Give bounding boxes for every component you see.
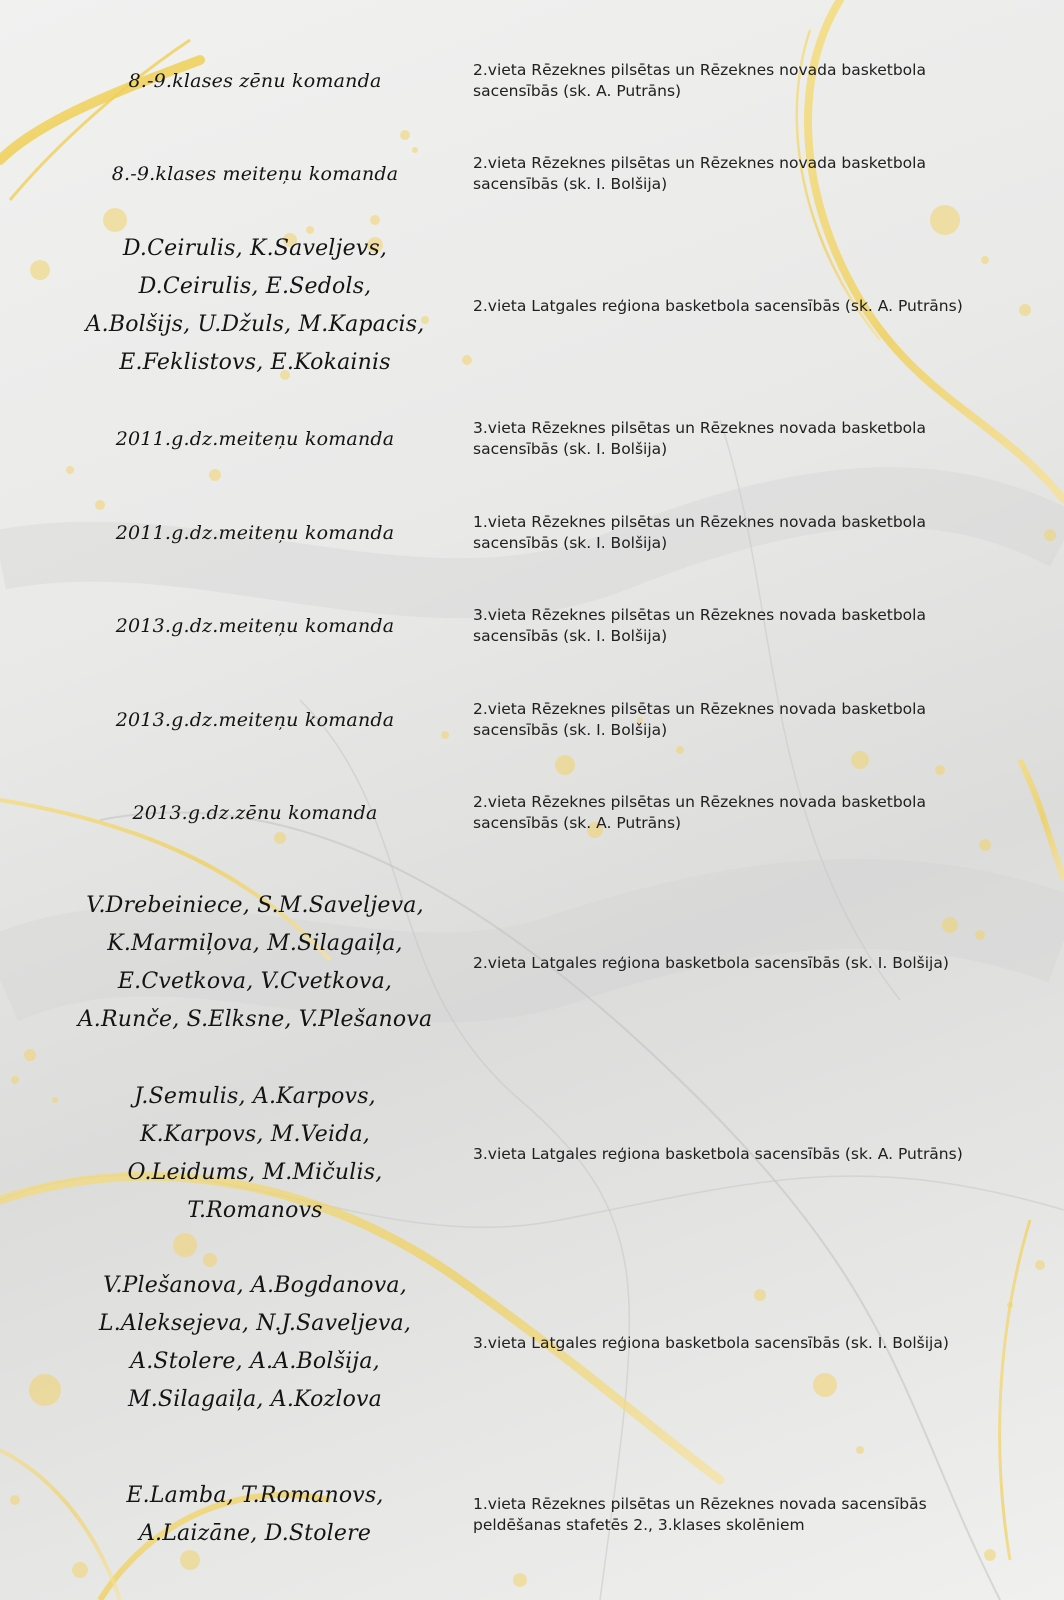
team-name: 2011.g.dz.meiteņu komanda <box>115 428 395 450</box>
award-result: 3.vieta Latgales reģiona basketbola sacensībās (sk. A. Putrāns) <box>473 1144 963 1163</box>
award-result: 2.vieta Latgales reģiona basketbola sacensībās (sk. I. Bolšija) <box>473 953 949 972</box>
team-members: V.Plešanova, A.Bogdanova, L.Aleksejeva, N.J.Saveljeva, A.Stolere, A.A.Bolšija, M.Silagaiļa, A.Kozlova <box>98 1273 412 1412</box>
award-row <box>0 887 1064 1039</box>
award-row <box>0 787 1064 839</box>
team-members: E.Lamba, T.Romanovs, A.Laizāne, D.Stolere <box>126 1483 384 1546</box>
award-result: 2.vieta Rēzeknes pilsētas un Rēzeknes novada basketbola sacensībās (sk. A. Putrāns) <box>473 793 926 832</box>
award-result: 2.vieta Rēzeknes pilsētas un Rēzeknes novada basketbola sacensībās (sk. I. Bolšija) <box>473 154 926 193</box>
award-row <box>0 507 1064 559</box>
team-name: 8.-9.klases zēnu komanda <box>128 70 382 92</box>
award-row <box>0 1084 1064 1223</box>
award-result: 3.vieta Latgales reģiona basketbola sacensībās (sk. I. Bolšija) <box>473 1333 949 1352</box>
award-row <box>0 600 1064 652</box>
team-name: 2013.g.dz.meiteņu komanda <box>115 615 395 637</box>
award-row <box>0 413 1064 465</box>
award-row <box>0 148 1064 200</box>
award-result: 2.vieta Rēzeknes pilsētas un Rēzeknes novada basketbola sacensībās (sk. A. Putrāns) <box>473 61 926 100</box>
team-name: 2011.g.dz.meiteņu komanda <box>115 522 395 544</box>
award-row <box>0 694 1064 746</box>
team-members: D.Ceirulis, K.Saveljevs, D.Ceirulis, E.Sedols, A.Bolšijs, U.Džuls, M.Kapacis, E.Feklistovs, E.Kokainis <box>85 236 425 375</box>
award-row <box>0 236 1064 375</box>
award-row <box>0 1475 1064 1555</box>
team-members: J.Semulis, A.Karpovs, K.Karpovs, M.Veida, O.Leidums, M.Mičulis, T.Romanovs <box>127 1084 383 1223</box>
award-result: 1.vieta Rēzeknes pilsētas un Rēzeknes novada sacensībās peldēšanas stafetēs 2., 3.klases skolēniem <box>473 1495 927 1534</box>
award-row <box>0 1267 1064 1419</box>
award-result: 3.vieta Rēzeknes pilsētas un Rēzeknes novada basketbola sacensībās (sk. I. Bolšija) <box>473 419 926 458</box>
award-result: 3.vieta Rēzeknes pilsētas un Rēzeknes novada basketbola sacensībās (sk. I. Bolšija) <box>473 606 926 645</box>
team-name: 8.-9.klases meiteņu komanda <box>111 163 399 185</box>
award-row <box>0 55 1064 107</box>
award-result: 1.vieta Rēzeknes pilsētas un Rēzeknes novada basketbola sacensībās (sk. I. Bolšija) <box>473 513 926 552</box>
team-members: V.Drebeiniece, S.M.Saveljeva, K.Marmiļova, M.Silagaiļa, E.Cvetkova, V.Cvetkova, A.Runče, S.Elksne, V.Plešanova <box>77 893 433 1032</box>
award-result: 2.vieta Latgales reģiona basketbola sacensībās (sk. A. Putrāns) <box>473 296 963 315</box>
award-result: 2.vieta Rēzeknes pilsētas un Rēzeknes novada basketbola sacensībās (sk. I. Bolšija) <box>473 700 926 739</box>
team-name: 2013.g.dz.meiteņu komanda <box>115 709 395 731</box>
team-name: 2013.g.dz.zēnu komanda <box>132 802 378 824</box>
